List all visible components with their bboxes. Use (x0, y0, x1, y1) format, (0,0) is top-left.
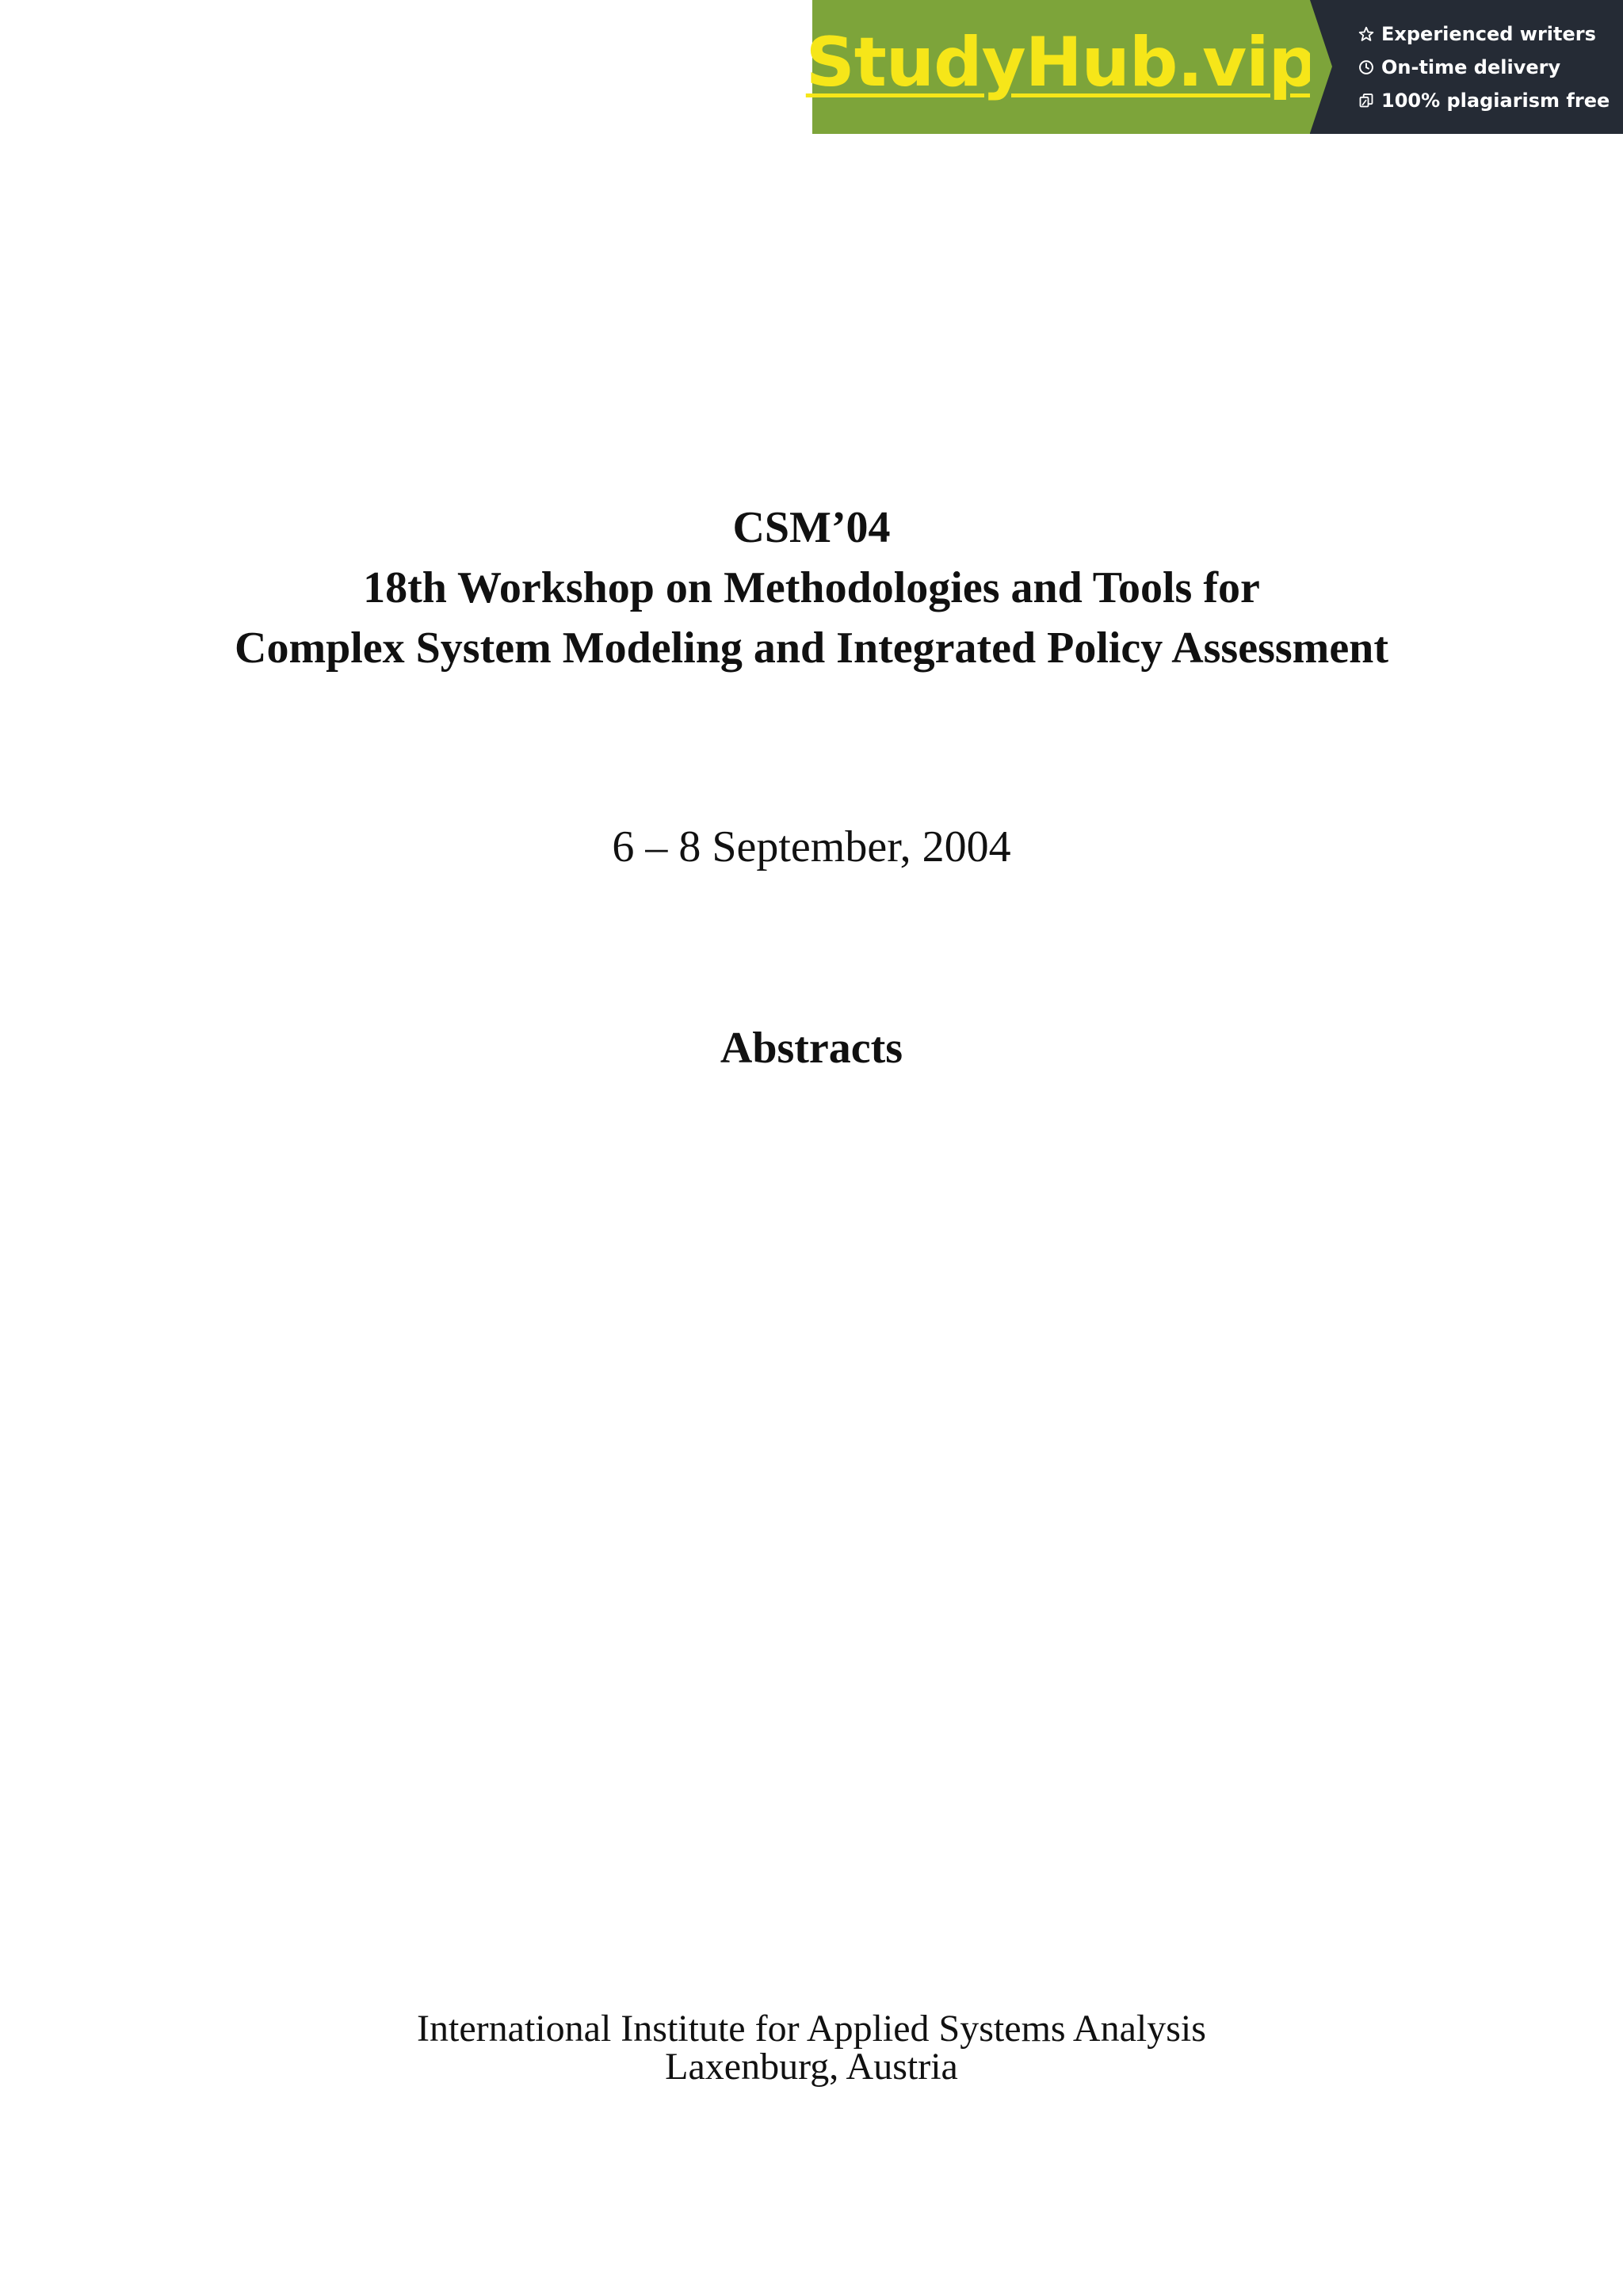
star-icon (1358, 25, 1375, 43)
banner-features (1310, 0, 1623, 134)
feature-label: On-time delivery (1381, 55, 1561, 78)
feature-label: Experienced writers (1381, 22, 1596, 45)
institute-name: International Institute for Applied Systems Analysis (417, 2008, 1206, 2050)
copy-icon (1358, 92, 1375, 109)
document-title (0, 498, 1623, 678)
institute-info (0, 2010, 1623, 2086)
studyhub-banner[interactable] (805, 0, 1623, 134)
studyhub-logo[interactable] (805, 0, 1317, 134)
title-line-topic: Complex System Modeling and Integrated Policy Assessment (235, 624, 1388, 673)
title-line-acronym: CSM’04 (732, 503, 891, 552)
feature-plagiarism-free (1358, 88, 1623, 113)
feature-label: 100% plagiarism free (1381, 89, 1610, 112)
clock-icon (1358, 59, 1375, 76)
institute-location: Laxenburg, Austria (665, 2046, 958, 2088)
feature-experienced-writers (1358, 21, 1623, 47)
studyhub-logo-text: StudyHub.vip (805, 22, 1317, 102)
event-date: 6 – 8 September, 2004 (612, 822, 1011, 871)
abstracts-heading: Abstracts (720, 1024, 903, 1073)
feature-on-time-delivery (1358, 55, 1623, 80)
title-line-workshop: 18th Workshop on Methodologies and Tools for (363, 563, 1260, 612)
